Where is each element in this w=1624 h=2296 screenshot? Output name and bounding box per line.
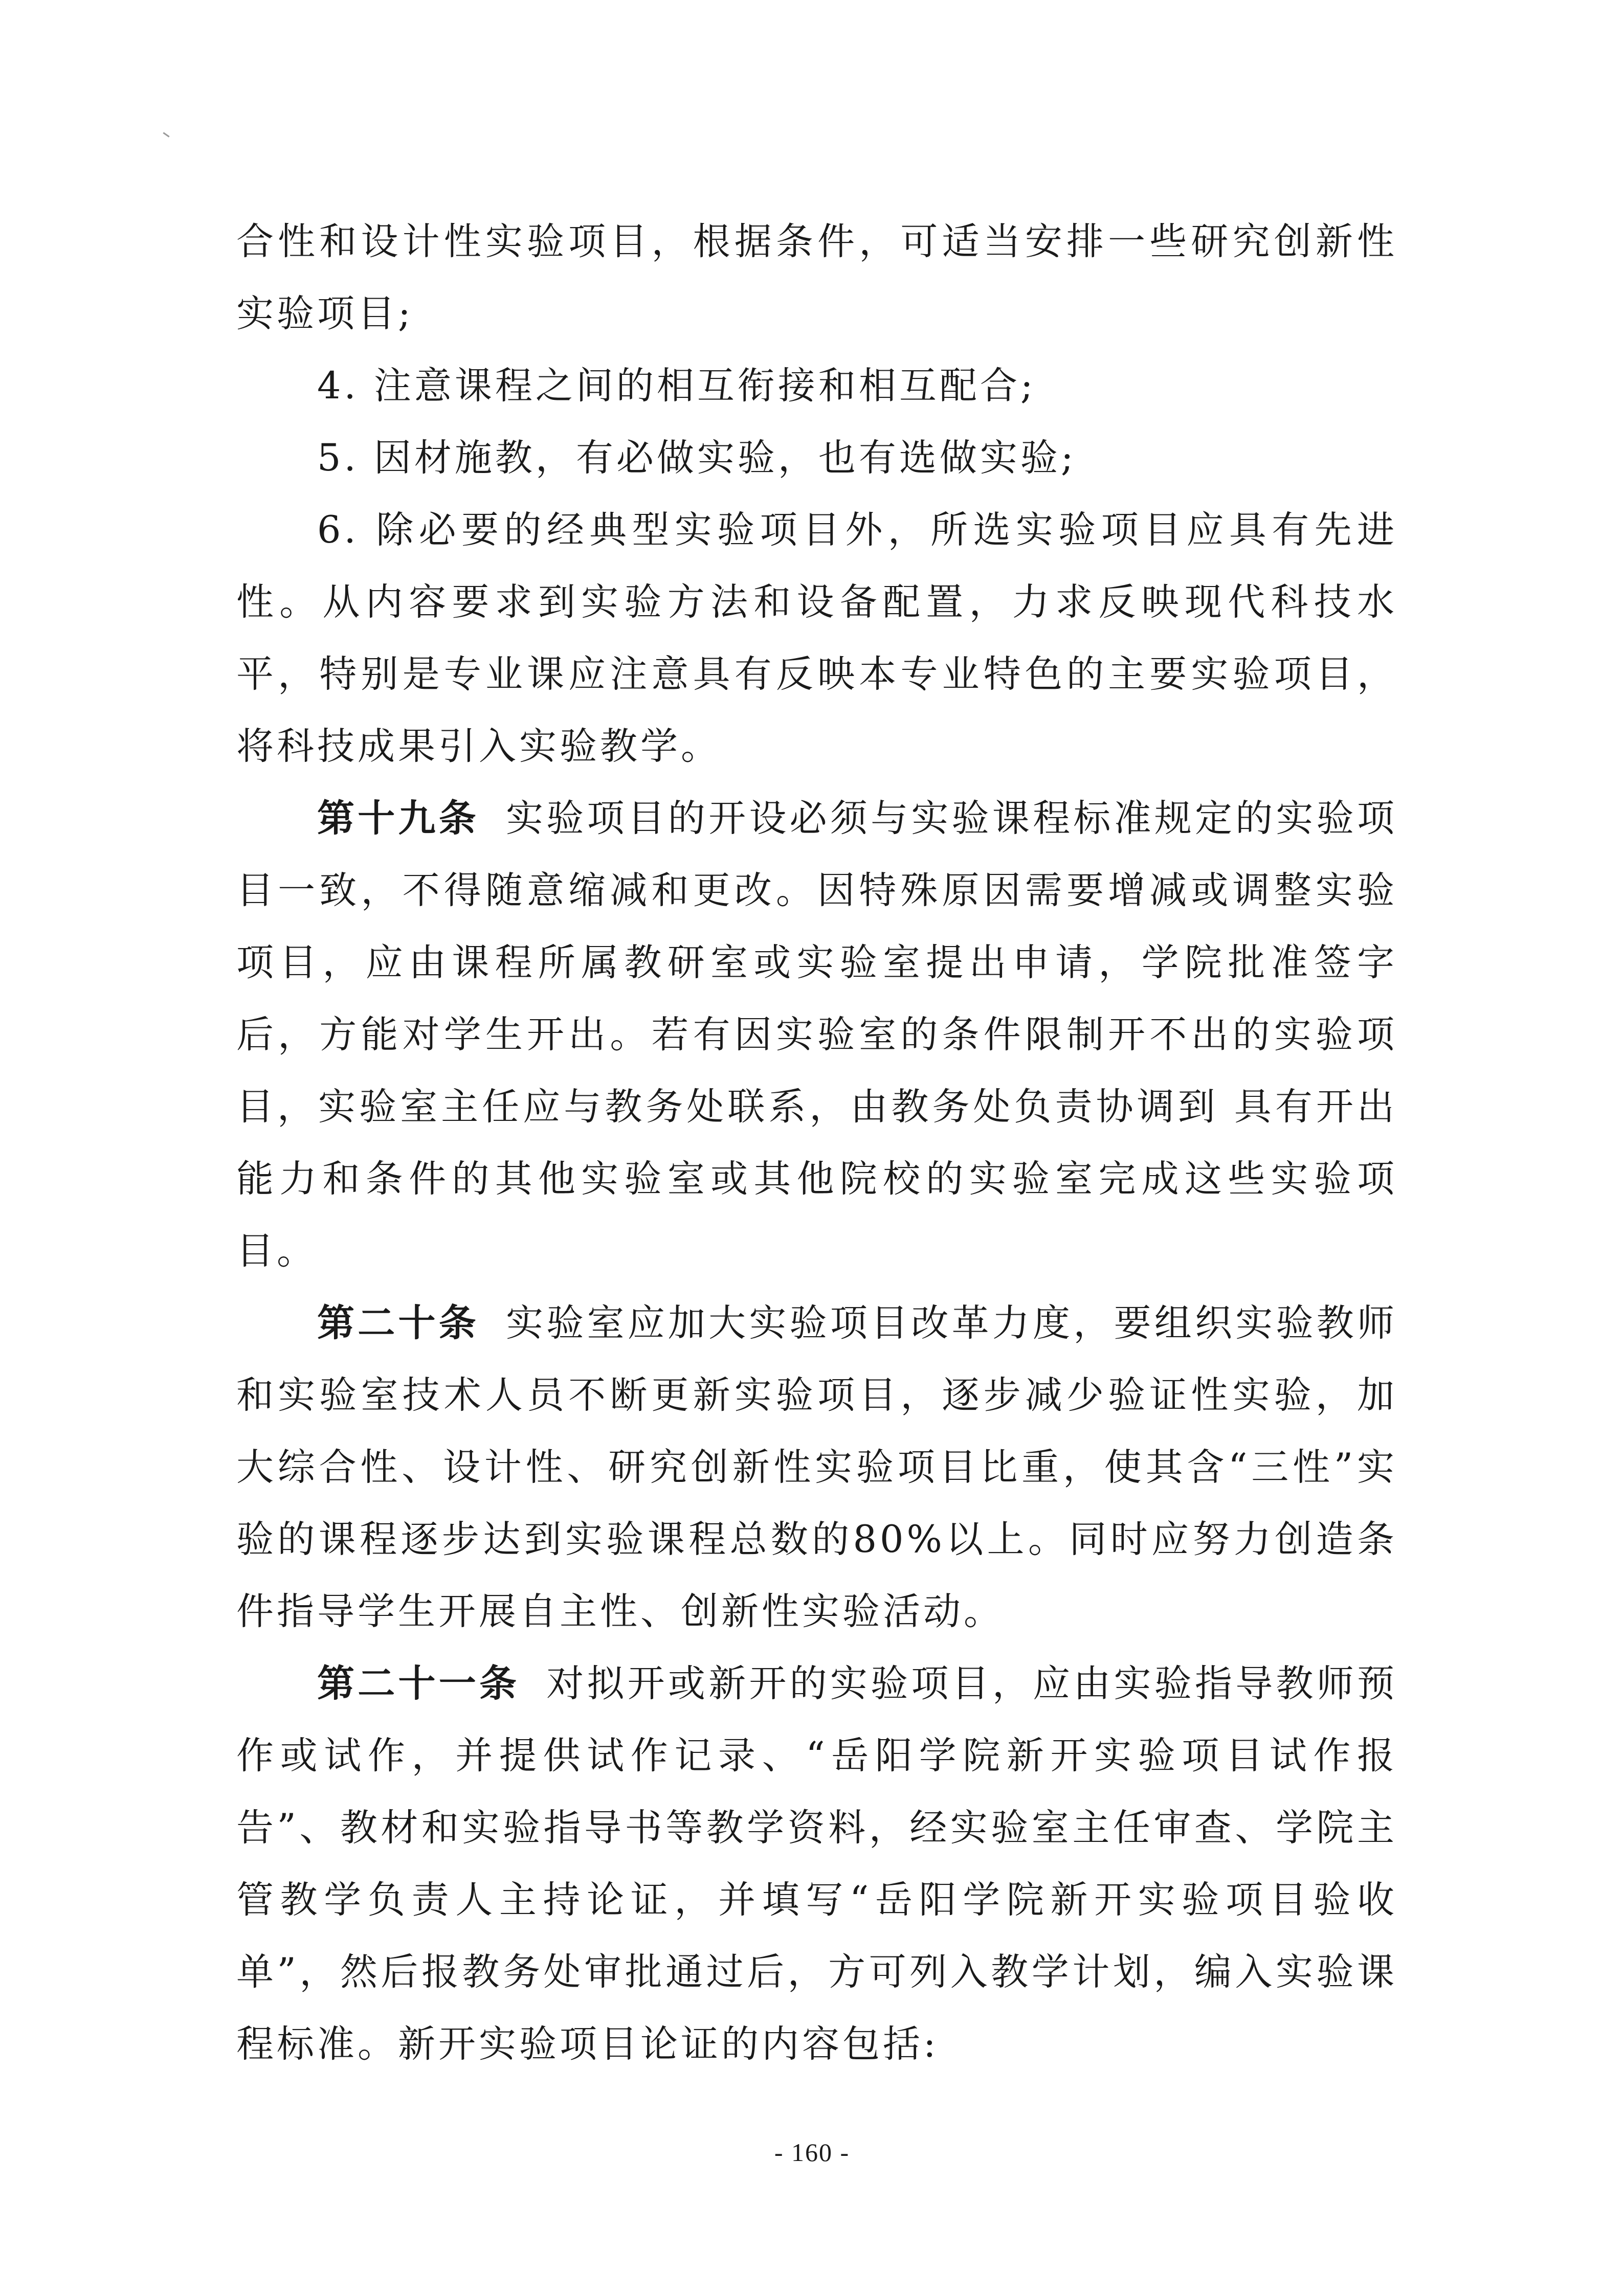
page-number: - 160 - — [774, 2138, 850, 2167]
article-heading: 第十九条 — [317, 796, 479, 840]
scan-mark — [163, 132, 169, 137]
paragraph-text: 对拟开或新开的实验项目，应由实验指导教师预作或试作，并提供试作记录、“岳阳学院新开实验项目试作报告”、教材和实验指导书等教学资料，经实验室主任审查、学院主管教学负责人主持论证，并填写“岳阳学院新开实验项目验收单”，然后报教务处审批通过后，方可列入教学计划，编入实验课程标准。新开实验项目论证的内容包括: — [236, 1662, 1398, 2066]
list-item-5 — [236, 422, 1397, 494]
paragraph-continuation — [236, 206, 1397, 350]
paragraph-text: 5. 因材施教，有必做实验，也有选做实验; — [317, 436, 1077, 480]
article-heading: 第二十条 — [317, 1301, 479, 1345]
article-20 — [236, 1287, 1397, 1648]
body-text — [236, 206, 1397, 2080]
paragraph-text: 合性和设计性实验项目，根据条件，可适当安排一些研究创新性实验项目; — [236, 220, 1397, 335]
paragraph-text: 4. 注意课程之间的相互衔接和相互配合; — [317, 364, 1036, 408]
paragraph-text: 实验室应加大实验项目改革力度，要组织实验教师和实验室技术人员不断更新实验项目，逐步减少验证性实验，加大综合性、设计性、研究创新性实验项目比重，使其含“三性”实验的课程逐步达到实验课程总数的80%以上。同时应努力创造条件指导学生开展自主性、创新性实验活动。 — [236, 1301, 1398, 1633]
list-item-6 — [236, 494, 1397, 782]
paragraph-text: 6. 除必要的经典型实验项目外，所选实验项目应具有先进性。从内容要求到实验方法和设备配置，力求反映现代科技水平，特别是专业课应注意具有反映本专业特色的主要实验项目，将科技成果引入实验教学。 — [236, 508, 1397, 768]
list-item-4 — [236, 350, 1397, 422]
article-21 — [236, 1648, 1397, 2080]
article-heading: 第二十一条 — [317, 1661, 520, 1705]
article-19 — [236, 782, 1397, 1287]
paragraph-text: 实验项目的开设必须与实验课程标准规定的实验项目一致，不得随意缩减和更改。因特殊原因需要增减或调整实验项目，应由课程所属教研室或实验室提出申请，学院批准签字后，方能对学生开出。若有因实验室的条件限制开不出的实验项目，实验室主任应与教务处联系，由教务处负责协调到 具有开出能力和条件的其他实验室或其他院校的实验室完成这些实验项目。 — [236, 797, 1398, 1273]
